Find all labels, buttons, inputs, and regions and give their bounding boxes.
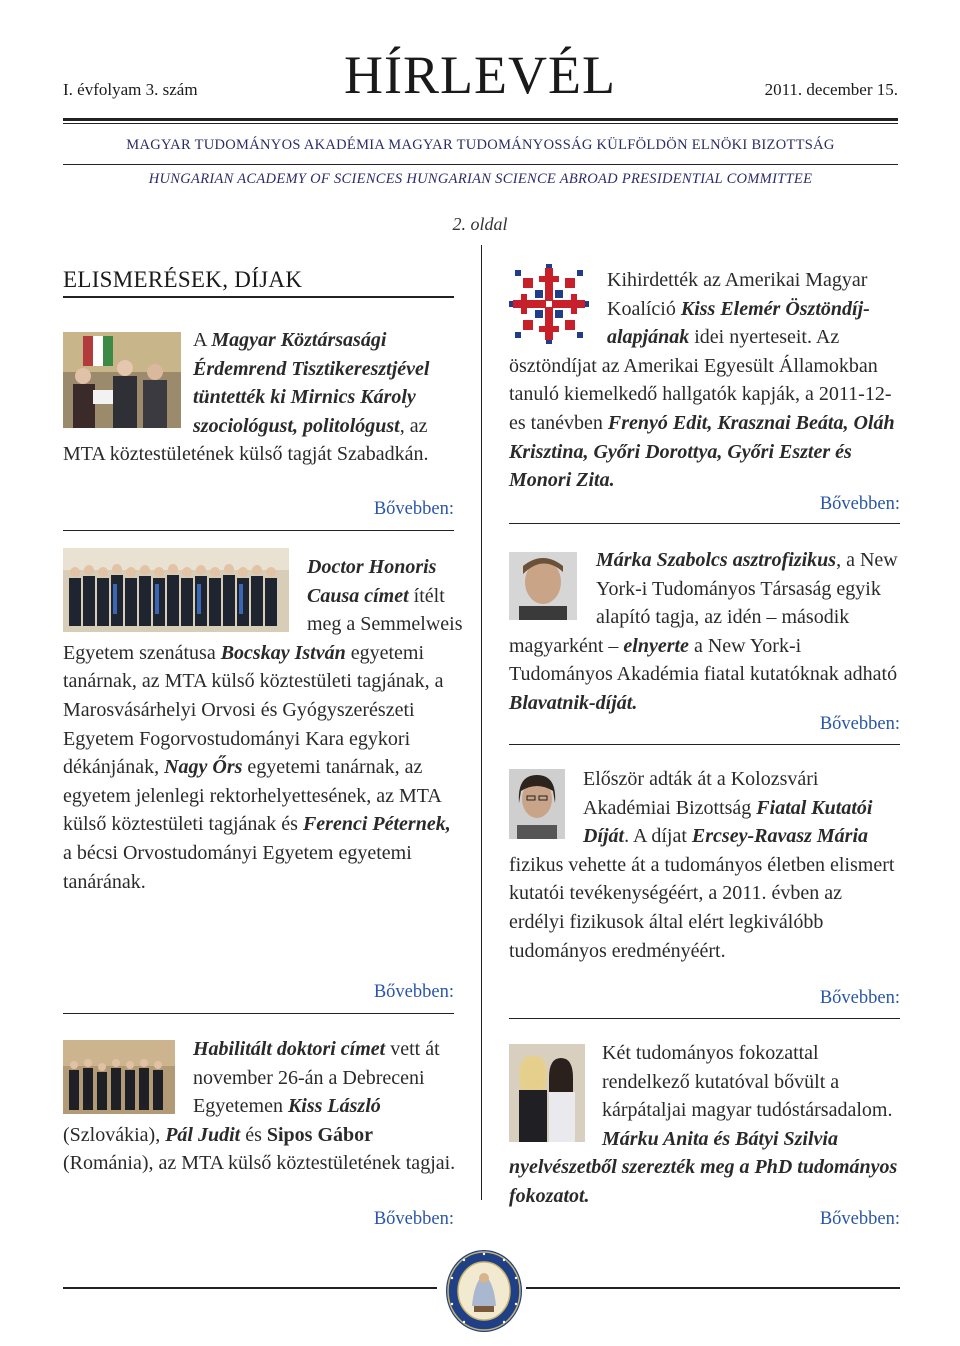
footer-rule-left <box>63 1287 437 1289</box>
habil-text-4: (Románia), az MTA külső köztestületének tagjai. <box>63 1152 456 1175</box>
more-link-habilitation[interactable]: Bővebben: <box>373 1209 454 1229</box>
habil-emph-1: Habilitált doktori címet <box>193 1038 386 1060</box>
article-koalicio <box>509 266 901 495</box>
more-link-marka[interactable]: Bővebben: <box>819 714 900 734</box>
header-rule-thin <box>63 123 898 124</box>
marka-emph-2: elnyerte <box>623 634 689 657</box>
column-separator <box>481 245 482 1200</box>
header-rule-thick <box>63 118 898 121</box>
honoris-text-1: ítélt meg a Semmelweis Egyetem szenátusa <box>63 584 463 664</box>
article-habilitation <box>63 1035 457 1178</box>
more-link-ercsey[interactable]: Bővebben: <box>819 988 900 1008</box>
marka-text-2: a New York-i Tudományos Akadémia fiatal kutatóknak adható <box>509 634 898 686</box>
page-number: 2. oldal <box>452 214 508 234</box>
honoris-emph-1: Doctor Honoris Causa címet <box>307 556 437 607</box>
article-marka <box>509 546 901 718</box>
habil-bold-1: Sipos Gábor <box>266 1123 374 1146</box>
ercsey-text-1: Először adták át a Kolozsvári Akadémiai Bizottság <box>583 768 819 819</box>
habil-text-1: vett át november 26-án a Debreceni Egyetemen <box>193 1038 440 1118</box>
marka-emph-1: Márka Szabolcs asztrofizikus <box>596 549 837 571</box>
section-rule <box>63 296 454 298</box>
divider-right-3 <box>509 1018 900 1019</box>
more-link-karpat[interactable]: Bővebben: <box>819 1209 900 1229</box>
article-mirnics <box>63 326 457 469</box>
koalicio-emph-1: Kiss Elemér Ösztöndíjalapjának <box>607 297 870 349</box>
issue-number: I. évfolyam 3. szám <box>63 80 198 99</box>
honoris-text-3: egyetemi tanárnak, az egyetem jelenlegi rektorhelyettesének, az MTA külső köztestületi tagjának és <box>63 756 441 836</box>
issue-date: 2011. december 15. <box>764 80 898 99</box>
divider-left-1 <box>63 530 454 531</box>
koalicio-text-2: idei nyerteseit. Az ösztöndíjat az Amerikai Egyesült Államokban tanuló kiemelkedő hallgatók kapják, a 2011-12-es tanévben <box>509 326 892 434</box>
org-name-hu: MAGYAR TUDOMÁNYOS AKADÉMIA MAGYAR TUDOMÁNYOSSÁG KÜLFÖLDÖN ELNÖKI BIZOTTSÁG <box>126 137 835 153</box>
divider-left-2 <box>63 1013 454 1014</box>
org-divider <box>63 164 898 165</box>
karpat-text-1: Két tudományos fokozattal rendelkező kutatóval bővült a kárpátaljai magyar tudóstársadalom. <box>602 1042 893 1122</box>
footer-rule-right <box>526 1287 900 1289</box>
habil-text-2: (Szlovákia), <box>63 1123 166 1146</box>
org-name-en: HUNGARIAN ACADEMY OF SCIENCES HUNGARIAN SCIENCE ABROAD PRESIDENTIAL COMMITTEE <box>148 171 813 187</box>
honoris-emph-4: Ferenci Péternek, <box>302 813 451 836</box>
divider-right-1 <box>509 523 900 524</box>
ercsey-text-2: . A díjat <box>624 825 692 848</box>
habil-emph-2: Kiss László <box>287 1095 381 1118</box>
divider-right-2 <box>509 744 900 745</box>
habil-text-3: és <box>240 1123 267 1146</box>
karpat-emph-1: Márku Anita és Bátyi Szilvia nyelvészetből szerezték meg a PhD tudományos fokozatot. <box>509 1127 898 1207</box>
marka-emph-3: Blavatnik-díját. <box>509 691 638 714</box>
mirnics-text-2: , az MTA köztestületének külső tagját Szabadkán. <box>63 414 429 466</box>
ercsey-text-3: fizikus vehette át a tudományos életben elismert kutatói tevékenységéért, a 2011. évben az erdélyi fizikusok által elért legkiválóbb tudományos eredményéért. <box>509 853 895 962</box>
academy-seal-icon <box>444 1248 524 1334</box>
ercsey-emph-2: Ercsey-Ravasz Mária <box>691 825 869 848</box>
honoris-emph-3: Nagy Őrs <box>164 756 243 779</box>
article-karpat <box>509 1039 901 1211</box>
habil-emph-3: Pál Judit <box>165 1123 241 1146</box>
ercsey-emph-1: Fiatal Kutatói Díját <box>583 796 873 848</box>
section-title: ELISMERÉSEK, DÍJAK <box>63 267 303 292</box>
mirnics-text-1: A <box>193 329 212 351</box>
mirnics-emph-1: Magyar Köztársasági Érdemrend Tisztikeresztjével tüntették ki Mirnics Károly szociológust, politológust <box>193 329 430 437</box>
newsletter-title: HÍRLEVÉL <box>344 45 616 105</box>
more-link-honoris[interactable]: Bővebben: <box>373 982 454 1002</box>
article-honoris-causa <box>63 553 463 896</box>
honoris-text-2: egyetemi tanárnak, az MTA külső köztestületi tagjának, a Marosvásárhelyi Orvosi és Gyógyszerészeti Egyetem Fogorvostudományi Kara egykori dékánjának, <box>63 641 444 779</box>
koalicio-emph-2: Frenyó Edit, Krasznai Beáta, Oláh Krisztina, Győri Dorottya, Győri Eszter és Monori Zita. <box>509 411 895 492</box>
honoris-text-4: a bécsi Orvostudományi Egyetem egyetemi tanárának. <box>63 841 412 893</box>
article-ercsey <box>509 765 901 965</box>
marka-text-1: , a New York-i Tudományos Társaság egyik alapító tagja, az idén – második magyarként – <box>509 549 898 657</box>
koalicio-text-1: Kihirdették az Amerikai Magyar Koalíció <box>607 269 868 320</box>
honoris-emph-2: Bocskay István <box>220 641 346 664</box>
more-link-mirnics[interactable]: Bővebben: <box>373 499 454 519</box>
more-link-koalicio[interactable]: Bővebben: <box>819 494 900 514</box>
